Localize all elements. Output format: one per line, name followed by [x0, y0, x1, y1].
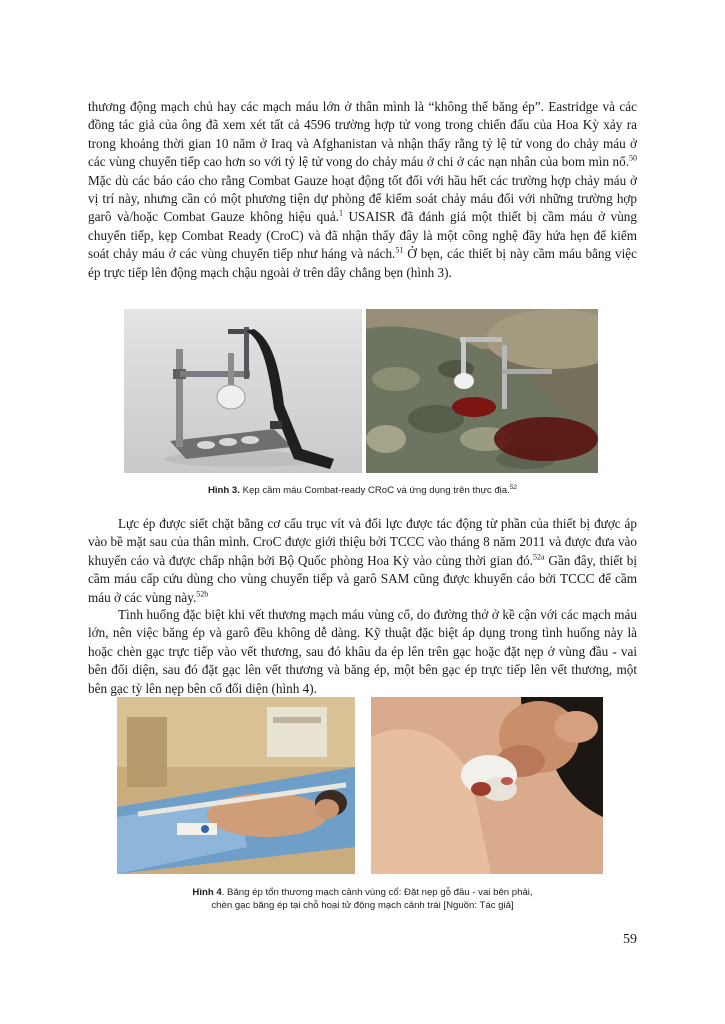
- paragraph-text: USAISR đã đánh giá một thiết bị cầm máu ở vùng chuyển tiếp, kẹp Combat Ready (CroC) và đã nhận thấy đây là một công nghệ đầy hứa hẹn để kiểm soát chảy máu ở các vùng chuyển tiếp như háng và nách.: [88, 209, 637, 262]
- citation-ref: 52b: [196, 589, 209, 599]
- caption-text: chèn gạc băng ép tại chỗ hoại tử động mạch cảnh trái [Nguồn: Tác giả]: [211, 900, 514, 911]
- figure-4-caption: [90, 886, 635, 912]
- croc-field-application-image: [366, 309, 598, 473]
- figure-3-field-photo: [366, 309, 598, 473]
- figure-3-caption: [90, 484, 635, 497]
- figure-4-wound-photo: [371, 697, 603, 874]
- paragraph-text: Mặc dù các báo cáo cho rằng Combat Gauze hoạt động tốt đối với hầu hết các trường hợp chảy máu ở vị trí này, nhưng cần có một phương tiện dự phòng để kiểm soát chảy máu đối với những trường hợp garô và/hoặc Combat Gauze không hiệu quả.: [88, 172, 637, 225]
- body-paragraph: [88, 98, 637, 282]
- paragraph-text: Gần đây, thiết bị cầm máu cấp cứu dùng cho vùng chuyển tiếp và garô SAM cũng được khuyến cáo bởi TCCC để cầm máu ở các vùng này.: [88, 552, 638, 605]
- figure-4-patient-photo: [117, 697, 355, 874]
- citation-ref: 50: [629, 153, 637, 163]
- caption-text: Kẹp cầm máu Combat-ready CRoC và ứng dụng trên thực địa.: [239, 485, 510, 496]
- figure-label: Hình 4: [192, 887, 222, 898]
- body-paragraph: [88, 515, 637, 607]
- caption-text: . Băng ép tổn thương mạch cảnh vùng cổ: Đặt nẹp gỗ đầu - vai bên phải,: [221, 887, 533, 898]
- page-number: 59: [623, 932, 637, 947]
- figure-3-device-photo: [124, 309, 362, 473]
- paragraph-text: Lực ép được siết chặt bằng cơ cấu trục vít và đối lực được tác động từ phần của thiết bị được áp vào bề mặt sau của thân mình. CroC được giới thiệu bởi TCCC vào tháng 8 năm 2011 và được đưa vào khuyến cáo và được chấp nhận bởi Bộ Quốc phòng Hoa Kỳ vào cùng thời gian đó.: [88, 516, 637, 568]
- citation-ref: 52: [509, 483, 518, 491]
- paragraph-text: Ở bẹn, các thiết bị này cầm máu bằng việc ép trực tiếp lên động mạch chậu ngoài ở trên dây chằng bẹn (hình 3).: [88, 246, 637, 280]
- paragraph-text: thương động mạch chủ hay các mạch máu lớn ở thân mình là “không thể băng ép”. Eastridge và các đồng tác giả của ông đã xem xét tất cả 4596 trường hợp tử vong trong chiến đấu của Hoa Kỳ xảy ra trong khoảng thời gian 10 năm ở Iraq và Afghanistan và nhận thấy rằng tỷ lệ tử vong do chảy máu ở các vùng chuyển tiếp cao hơn so với tỷ lệ tử vong do chảy máu ở chi ở các nạn nhân của bom mìn nổ.: [88, 99, 637, 170]
- citation-ref: 52a: [532, 552, 545, 562]
- citation-ref: 1: [338, 209, 343, 219]
- paragraph-text: Tình huống đặc biệt khi vết thương mạch máu vùng cổ, do đường thở ở kề cận với các mạch máu lớn, nên việc băng ép và garô đều không dễ dàng. Kỹ thuật đặc biệt áp dụng trong tình huống này là hoặc chèn gạc trực tiếp vào vết thương, sau đó khâu da ép lên trên gạc hoặc đặt nẹp ở vùng đầu - vai bên đối diện, sau đó đặt gạc lên vết thương và băng ép, một bên gạc ép trực tiếp lên vết thương, một bên gạc tỳ lên nẹp bên cổ đối diện (hình 4).: [88, 607, 637, 696]
- patient-bed-image: [117, 697, 355, 874]
- neck-wound-image: [371, 697, 603, 874]
- body-paragraph: [88, 606, 637, 698]
- figure-label: Hình 3.: [207, 485, 240, 496]
- citation-ref: 51: [395, 245, 404, 255]
- croc-device-image: [124, 309, 362, 473]
